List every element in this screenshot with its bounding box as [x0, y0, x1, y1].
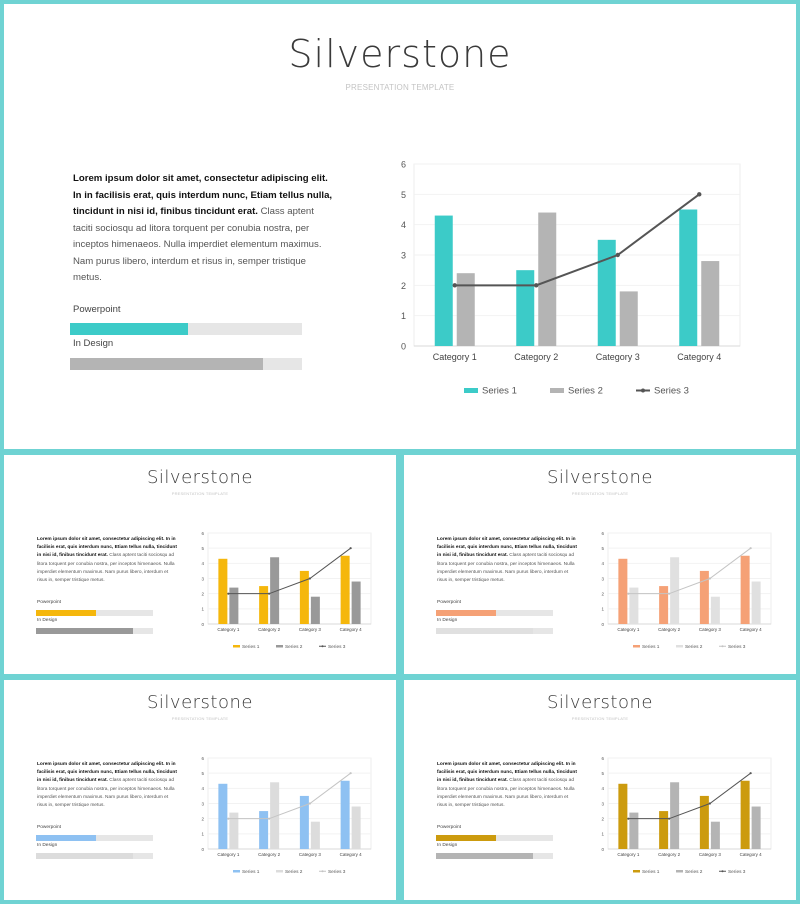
body-regular-text: Class aptent taciti sociosqu ad litora torquent per conubia nostra, per inceptos himenaeos. Nulla imperdiet elementum maximus. Nam purus libero, interdum et risus in, semper tristique metus. — [437, 778, 575, 809]
legend-label-series-3: Series 3 — [728, 869, 746, 875]
slide-tr[interactable] — [404, 455, 796, 674]
y-tick-label: 2 — [601, 816, 604, 822]
line-point — [668, 593, 670, 595]
bar-series-2 — [311, 597, 320, 624]
body-paragraph — [37, 761, 177, 810]
y-tick-label: 4 — [201, 786, 204, 792]
legend-label-series-2: Series 2 — [685, 644, 703, 650]
line-series-3 — [628, 773, 750, 819]
legend-swatch-series-2 — [676, 645, 683, 648]
legend-label-series-3: Series 3 — [654, 385, 689, 397]
y-tick-label: 2 — [400, 280, 406, 291]
bar-series-1 — [741, 556, 750, 624]
slide-title: Silverstone — [547, 692, 653, 713]
line-point — [668, 818, 670, 820]
combo-chart — [196, 527, 381, 660]
bar-series-1 — [659, 586, 668, 624]
line-point — [309, 802, 311, 804]
bar-series-1 — [341, 781, 350, 849]
body-bold-text: Lorem ipsum dolor sit amet, consectetur adipiscing elit. In in facilisis erat, quis interdum nunc, Etiam tellus nulla, tincidunt in nisi id, finibus tincidunt erat. — [437, 537, 577, 559]
progress-fill-in-design — [70, 358, 263, 370]
x-tick-label: Category 3 — [595, 352, 640, 362]
progress-bar-in-design — [436, 628, 553, 634]
bar-series-2 — [352, 582, 361, 624]
progress-fill-powerpoint — [36, 835, 96, 841]
legend-marker-series-3 — [322, 870, 324, 872]
legend-swatch-series-1 — [464, 388, 478, 393]
legend-swatch-series-1 — [633, 645, 640, 648]
y-tick-label: 5 — [601, 545, 604, 551]
progress-fill-in-design — [36, 628, 133, 634]
bar-series-2 — [457, 273, 475, 346]
chart-svg — [596, 752, 781, 880]
y-tick-label: 6 — [400, 159, 406, 170]
bar-series-1 — [435, 216, 453, 346]
line-series-3 — [228, 548, 350, 594]
legend-marker-series-3 — [722, 645, 724, 647]
progress-label-in-design: In Design — [37, 843, 58, 848]
bar-series-2 — [311, 822, 320, 849]
bar-series-1 — [341, 556, 350, 624]
legend-label-series-3: Series 3 — [328, 869, 346, 875]
bar-series-1 — [516, 270, 534, 346]
legend-swatch-series-1 — [233, 870, 240, 873]
progress-bar-in-design — [36, 853, 153, 859]
legend-label-series-3: Series 3 — [328, 644, 346, 650]
slide-subtitle: PRESENTATION TEMPLATE — [571, 716, 629, 721]
slide-bl[interactable] — [4, 680, 396, 900]
slide-tl[interactable] — [4, 455, 396, 674]
slide-subtitle: PRESENTATION TEMPLATE — [171, 491, 229, 496]
y-tick-label: 2 — [601, 591, 604, 597]
y-tick-label: 4 — [201, 561, 204, 567]
legend-swatch-series-2 — [676, 870, 683, 873]
bar-series-2 — [701, 261, 719, 346]
x-tick-label: Category 1 — [432, 352, 477, 362]
legend-label-series-2: Series 2 — [285, 644, 303, 650]
bar-series-1 — [259, 811, 268, 849]
y-tick-label: 2 — [201, 816, 204, 822]
progress-label-powerpoint: Powerpoint — [37, 600, 61, 605]
progress-label-in-design: In Design — [437, 618, 458, 623]
x-tick-label: Category 2 — [258, 627, 281, 632]
progress-fill-in-design — [436, 628, 533, 634]
legend-swatch-series-1 — [633, 870, 640, 873]
y-tick-label: 5 — [201, 545, 204, 551]
legend-label-series-1: Series 1 — [482, 385, 517, 397]
x-tick-label: Category 1 — [217, 627, 240, 632]
chart-svg — [196, 752, 381, 880]
y-tick-label: 0 — [201, 846, 204, 852]
x-tick-label: Category 2 — [658, 627, 681, 632]
legend-swatch-series-2 — [550, 388, 564, 393]
line-point — [697, 192, 701, 196]
progress-bar-in-design — [36, 628, 153, 634]
progress-label-in-design: In Design — [37, 618, 58, 623]
progress-bar-powerpoint — [36, 610, 153, 616]
body-regular-text: Class aptent taciti sociosqu ad litora torquent per conubia nostra, per inceptos himenaeos. Nulla imperdiet elementum maximus. Nam purus libero, interdum et risus in, semper tristique metus. — [37, 778, 175, 809]
progress-label-powerpoint: Powerpoint — [437, 825, 461, 830]
x-tick-label: Category 2 — [658, 852, 681, 857]
line-series-3 — [455, 194, 700, 285]
progress-bar-powerpoint — [436, 610, 553, 616]
y-tick-label: 3 — [601, 576, 604, 582]
bar-series-2 — [620, 291, 638, 346]
bar-series-2 — [629, 813, 638, 849]
x-tick-label: Category 4 — [339, 627, 362, 632]
bar-series-2 — [752, 807, 761, 849]
progress-label-in-design: In Design — [73, 338, 114, 349]
bar-series-1 — [618, 559, 627, 624]
chart-svg — [390, 152, 760, 407]
progress-label-powerpoint: Powerpoint — [437, 600, 461, 605]
y-tick-label: 6 — [601, 530, 604, 536]
line-point — [627, 818, 629, 820]
body-bold-text: Lorem ipsum dolor sit amet, consectetur adipiscing elit. In in facilisis erat, quis interdum nunc, Etiam tellus nulla, tincidunt in nisi id, finibus tincidunt erat. — [37, 537, 177, 559]
y-tick-label: 1 — [601, 606, 604, 612]
bar-series-2 — [711, 597, 720, 624]
bar-series-2 — [229, 813, 238, 849]
line-series-3 — [228, 773, 350, 819]
combo-chart — [596, 527, 781, 660]
slide-main[interactable] — [4, 4, 796, 449]
slide-subtitle: PRESENTATION TEMPLATE — [171, 716, 229, 721]
line-point — [709, 802, 711, 804]
x-tick-label: Category 3 — [298, 627, 321, 632]
y-tick-label: 5 — [601, 770, 604, 776]
legend-label-series-2: Series 2 — [285, 869, 303, 875]
progress-fill-powerpoint — [36, 610, 96, 616]
progress-bar-powerpoint — [436, 835, 553, 841]
bar-series-2 — [752, 582, 761, 624]
bar-series-1 — [679, 210, 697, 347]
progress-bar-powerpoint — [36, 835, 153, 841]
progress-fill-powerpoint — [436, 835, 496, 841]
y-tick-label: 5 — [201, 770, 204, 776]
bar-series-2 — [711, 822, 720, 849]
line-point — [627, 593, 629, 595]
line-point — [350, 547, 352, 549]
x-tick-label: Category 4 — [677, 352, 722, 362]
progress-fill-in-design — [436, 853, 533, 859]
y-tick-label: 2 — [201, 591, 204, 597]
y-tick-label: 1 — [201, 606, 204, 612]
bar-series-1 — [618, 784, 627, 849]
line-point — [750, 547, 752, 549]
y-tick-label: 3 — [201, 801, 204, 807]
y-tick-label: 6 — [201, 530, 204, 536]
y-tick-label: 1 — [601, 831, 604, 837]
x-tick-label: Category 3 — [698, 627, 721, 632]
legend-label-series-2: Series 2 — [568, 385, 603, 397]
bar-series-2 — [352, 807, 361, 849]
y-tick-label: 0 — [601, 621, 604, 627]
progress-bar-in-design — [70, 358, 302, 370]
progress-fill-powerpoint — [436, 610, 496, 616]
slide-title: Silverstone — [147, 467, 253, 488]
x-tick-label: Category 2 — [258, 852, 281, 857]
progress-fill-powerpoint — [70, 323, 188, 335]
line-point — [616, 253, 620, 257]
x-tick-label: Category 2 — [514, 352, 559, 362]
progress-label-in-design: In Design — [437, 843, 458, 848]
y-tick-label: 0 — [201, 621, 204, 627]
body-paragraph — [437, 761, 577, 810]
line-point — [453, 283, 457, 287]
body-regular-text: Class aptent taciti sociosqu ad litora torquent per conubia nostra, per inceptos himenaeos. Nulla imperdiet elementum maximus. Nam purus libero, interdum et risus in, semper tristique metus. — [437, 553, 575, 584]
legend-label-series-2: Series 2 — [685, 869, 703, 875]
combo-chart — [390, 152, 760, 412]
legend-label-series-1: Series 1 — [242, 869, 260, 875]
y-tick-label: 0 — [400, 341, 406, 352]
bar-series-1 — [259, 586, 268, 624]
line-point — [709, 577, 711, 579]
slide-title: Silverstone — [288, 32, 512, 76]
y-tick-label: 1 — [201, 831, 204, 837]
progress-fill-in-design — [36, 853, 133, 859]
y-tick-label: 6 — [201, 755, 204, 761]
bar-series-1 — [659, 811, 668, 849]
progress-bar-in-design — [436, 853, 553, 859]
body-regular-text: Class aptent taciti sociosqu ad litora torquent per conubia nostra, per inceptos himenaeos. Nulla imperdiet elementum maximus. Nam purus libero, interdum et risus in, semper tristique metus. — [73, 206, 322, 283]
y-tick-label: 3 — [201, 576, 204, 582]
body-regular-text: Class aptent taciti sociosqu ad litora torquent per conubia nostra, per inceptos himenaeos. Nulla imperdiet elementum maximus. Nam purus libero, interdum et risus in, semper tristique metus. — [37, 553, 175, 584]
bar-series-1 — [218, 784, 227, 849]
bar-series-1 — [741, 781, 750, 849]
body-paragraph — [37, 536, 177, 585]
line-point — [227, 593, 229, 595]
y-tick-label: 4 — [400, 220, 406, 231]
slide-title: Silverstone — [147, 692, 253, 713]
body-bold-text: Lorem ipsum dolor sit amet, consectetur adipiscing elit. In in facilisis erat, quis interdum nunc, Etiam tellus nulla, tincidunt in nisi id, finibus tincidunt erat. — [437, 762, 577, 784]
legend-label-series-1: Series 1 — [642, 644, 660, 650]
line-point — [268, 593, 270, 595]
body-bold-text: Lorem ipsum dolor sit amet, consectetur adipiscing elit. In in facilisis erat, quis interdum nunc, Etiam tellus nulla, tincidunt in nisi id, finibus tincidunt erat. — [73, 173, 333, 217]
line-point — [227, 818, 229, 820]
x-tick-label: Category 1 — [617, 627, 640, 632]
slide-title: Silverstone — [547, 467, 653, 488]
line-point — [350, 772, 352, 774]
line-point — [268, 818, 270, 820]
x-tick-label: Category 3 — [698, 852, 721, 857]
x-tick-label: Category 3 — [298, 852, 321, 857]
y-tick-label: 4 — [601, 786, 604, 792]
legend-swatch-series-2 — [276, 645, 283, 648]
y-tick-label: 0 — [601, 846, 604, 852]
line-series-3 — [628, 548, 750, 594]
line-point — [309, 577, 311, 579]
body-paragraph — [437, 536, 577, 585]
progress-label-powerpoint: Powerpoint — [37, 825, 61, 830]
legend-swatch-series-2 — [276, 870, 283, 873]
chart-svg — [196, 527, 381, 655]
y-tick-label: 3 — [601, 801, 604, 807]
bar-series-2 — [229, 588, 238, 624]
slide-subtitle: PRESENTATION TEMPLATE — [571, 491, 629, 496]
progress-bar-powerpoint — [70, 323, 302, 335]
x-tick-label: Category 1 — [617, 852, 640, 857]
legend-label-series-1: Series 1 — [242, 644, 260, 650]
combo-chart — [596, 752, 781, 885]
legend-swatch-series-1 — [233, 645, 240, 648]
body-paragraph — [73, 171, 333, 287]
legend-marker-series-3 — [322, 645, 324, 647]
x-tick-label: Category 4 — [739, 627, 762, 632]
line-point — [750, 772, 752, 774]
y-tick-label: 6 — [601, 755, 604, 761]
chart-svg — [596, 527, 781, 655]
y-tick-label: 3 — [400, 250, 406, 261]
x-tick-label: Category 1 — [217, 852, 240, 857]
line-point — [534, 283, 538, 287]
legend-marker-series-3 — [722, 870, 724, 872]
x-tick-label: Category 4 — [339, 852, 362, 857]
y-tick-label: 5 — [400, 189, 406, 200]
body-bold-text: Lorem ipsum dolor sit amet, consectetur adipiscing elit. In in facilisis erat, quis interdum nunc, Etiam tellus nulla, tincidunt in nisi id, finibus tincidunt erat. — [37, 762, 177, 784]
combo-chart — [196, 752, 381, 885]
slide-subtitle: PRESENTATION TEMPLATE — [345, 83, 455, 92]
y-tick-label: 4 — [601, 561, 604, 567]
legend-label-series-1: Series 1 — [642, 869, 660, 875]
bar-series-1 — [218, 559, 227, 624]
legend-label-series-3: Series 3 — [728, 644, 746, 650]
progress-label-powerpoint: Powerpoint — [73, 304, 121, 315]
slide-br[interactable] — [404, 680, 796, 900]
x-tick-label: Category 4 — [739, 852, 762, 857]
bar-series-2 — [629, 588, 638, 624]
y-tick-label: 1 — [400, 311, 406, 322]
legend-marker-series-3 — [641, 389, 645, 393]
